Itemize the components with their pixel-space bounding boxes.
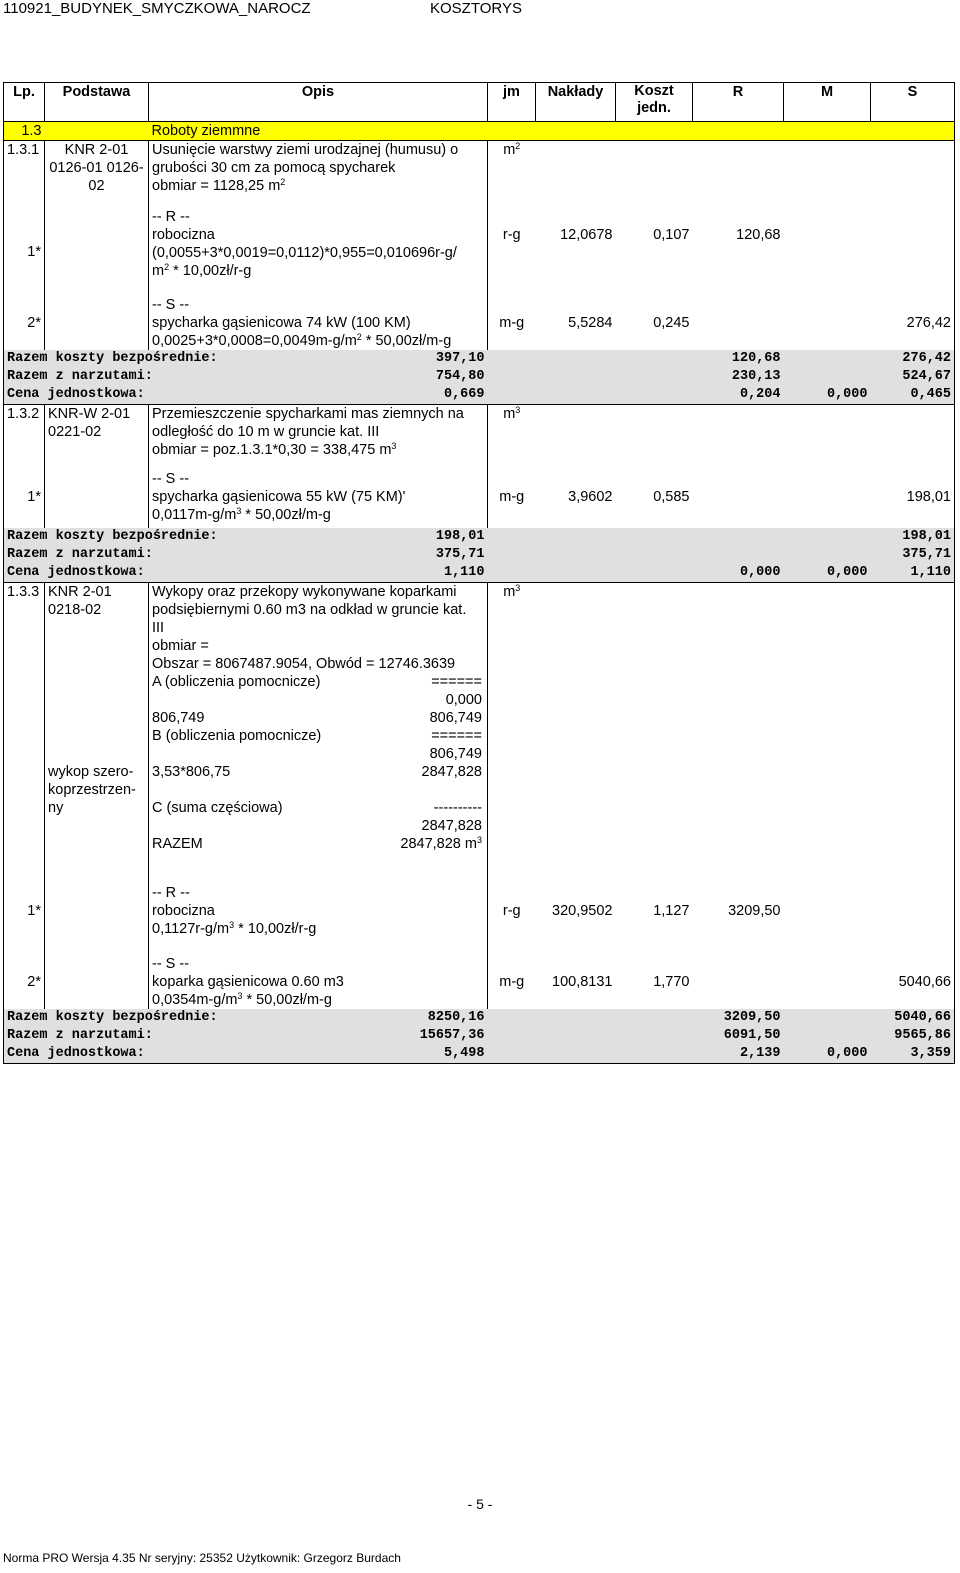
podstawa-line: KNR 2-01	[48, 584, 112, 600]
resource-s: 276,42	[871, 296, 955, 350]
summary-m: 0,000	[784, 1045, 871, 1064]
calc-line	[152, 763, 482, 781]
project-name: 110921_BUDYNEK_SMYCZKOWA_NAROCZ	[3, 0, 311, 17]
summary-r: 6091,50	[693, 1027, 784, 1045]
summary-r: 3209,50	[693, 1009, 784, 1027]
resource-jm: r-g	[488, 884, 536, 955]
summary-label: Razem z narzutami:	[7, 547, 153, 562]
rate-text: * 50,00zł/m-g	[242, 991, 332, 1008]
resource-name: spycharka gąsienicowa 74 kW (100 KM)	[152, 314, 411, 331]
razem-value: 2847,828 m	[400, 836, 477, 852]
resource-name: robocizna	[152, 226, 215, 243]
calc-line	[152, 835, 482, 853]
summary-m: 0,000	[784, 386, 871, 405]
calc-sep: ----------	[433, 800, 482, 816]
summary-m: 0,000	[784, 564, 871, 583]
summary-r: 120,68	[693, 350, 784, 368]
opis-line: Wykopy oraz przekopy wykonywane koparkami	[152, 584, 457, 600]
resource-lp: 1*	[4, 884, 45, 955]
resource-type: -- R --	[152, 884, 190, 901]
summary-m	[784, 528, 871, 546]
resource-jm: m-g	[488, 470, 536, 528]
unit-m: m	[152, 262, 165, 279]
summary-cell	[4, 1045, 488, 1064]
resource-type: -- S --	[152, 471, 190, 487]
position-note: koprzestrzen-	[48, 782, 136, 798]
resource-lp: 2*	[4, 955, 45, 1009]
resource-r: 3209,50	[728, 902, 781, 919]
unit-sup: 2	[164, 261, 170, 272]
kosztorys-table	[3, 82, 955, 1064]
resource-koszt: 0,245	[653, 314, 690, 331]
formula-text: 0,0354m-g/m	[152, 991, 238, 1008]
summary-value: 5,498	[443, 1045, 485, 1061]
resource-formula: (0,0055+3*0,0019=0,0112)*0,955=0,010696r-g/	[152, 244, 457, 261]
summary-s: 1,110	[871, 564, 955, 583]
opis-line: Przemieszczenie spycharkami mas ziemnych na	[152, 405, 464, 422]
summary-r	[693, 528, 784, 546]
col-header-koszt-jedn: Koszt jedn.	[616, 83, 693, 122]
resource-s: 5040,66	[871, 955, 955, 1009]
position-lp: 1.3.1	[4, 141, 45, 208]
calc-sep: ======	[431, 728, 482, 744]
rate-text: * 50,00zł/m-g	[361, 332, 452, 349]
summary-row	[4, 350, 955, 368]
resource-naklady: 5,5284	[568, 314, 613, 331]
position-opis	[149, 404, 488, 470]
summary-r	[693, 546, 784, 564]
obmiar	[152, 177, 484, 195]
col-header-naklady: Nakłady	[536, 83, 616, 122]
rate-text: * 50,00zł/m-g	[241, 507, 331, 523]
summary-r: 2,139	[693, 1045, 784, 1064]
summary-label: Cena jednostkowa:	[7, 565, 145, 580]
resource-formula	[152, 920, 484, 938]
jm-text: m	[503, 142, 516, 158]
page-number: - 5 -	[467, 1496, 493, 1512]
resource-type: -- S --	[152, 955, 190, 972]
resource-formula	[152, 332, 484, 350]
resource-lp: 1*	[4, 208, 45, 296]
resource-desc	[149, 296, 488, 350]
summary-label: Razem z narzutami:	[7, 1027, 153, 1043]
summary-row	[4, 528, 955, 546]
unit-sup: 3	[476, 835, 482, 845]
summary-cell	[4, 350, 488, 368]
summary-label: Razem koszty bezpośrednie:	[7, 1009, 218, 1025]
summary-value: 397,10	[435, 350, 485, 366]
section-row	[4, 122, 955, 141]
summary-m	[784, 1009, 871, 1027]
formula-text: 0,0025+3*0,0008=0,0049m-g/m	[152, 332, 357, 349]
rate-text: * 10,00zł/r-g	[169, 262, 252, 279]
resource-naklady: 320,9502	[552, 902, 613, 919]
summary-cell	[4, 546, 488, 564]
formula-text: 0,1127r-g/m	[152, 920, 230, 937]
summary-row	[4, 1027, 955, 1045]
position-row	[4, 404, 955, 470]
summary-label: Razem koszty bezpośrednie:	[7, 529, 218, 544]
summary-value: 8250,16	[427, 1009, 485, 1025]
calc-line	[152, 709, 482, 727]
summary-cell	[4, 368, 488, 386]
obmiar: obmiar =	[152, 638, 209, 654]
resource-naklady: 100,8131	[552, 973, 613, 990]
podstawa-line: KNR-W 2-01	[48, 405, 131, 422]
summary-cell	[4, 564, 488, 583]
resource-formula	[152, 506, 484, 524]
position-opis	[149, 141, 488, 208]
rate-text: * 10,00zł/r-g	[234, 920, 317, 937]
summary-s: 9565,86	[871, 1027, 955, 1045]
calc-sep: ======	[431, 674, 482, 690]
resource-row	[4, 884, 955, 955]
resource-r: 120,68	[736, 226, 781, 243]
table-header-row	[4, 83, 955, 122]
summary-label: Razem z narzutami:	[7, 368, 153, 384]
summary-s: 375,71	[871, 546, 955, 564]
podstawa-line: 0221-02	[48, 423, 102, 440]
unit-sup: 2	[280, 177, 286, 187]
jm-text: m	[503, 584, 516, 600]
calc-value: 806,749	[429, 710, 482, 726]
calc-label: B (obliczenia pomocnicze)	[152, 728, 322, 744]
resource-jm: m-g	[488, 955, 536, 1009]
resource-koszt: 0,107	[653, 226, 690, 243]
calc-line	[152, 727, 482, 745]
resource-desc	[149, 470, 488, 528]
col-header-jm: jm	[488, 83, 536, 122]
unit-sup: 2	[515, 141, 521, 151]
position-row	[4, 583, 955, 884]
resource-lp: 1*	[4, 470, 45, 528]
unit-sup: 3	[229, 919, 235, 930]
obmiar-text: obmiar = 1128,25 m	[152, 178, 281, 194]
col-header-m: M	[784, 83, 871, 122]
opis-line: III	[152, 620, 165, 636]
summary-s: 5040,66	[871, 1009, 955, 1027]
summary-value: 0,669	[443, 386, 485, 402]
position-row	[4, 141, 955, 208]
section-title: Roboty ziemmne	[149, 122, 955, 141]
resource-name: spycharka gąsienicowa 55 kW (75 KM)'	[152, 489, 406, 505]
calc-label: C (suma częściowa)	[152, 800, 283, 816]
summary-value: 1,110	[443, 565, 485, 580]
summary-row	[4, 1045, 955, 1064]
unit-sup: 2	[356, 331, 362, 342]
summary-r: 0,000	[693, 564, 784, 583]
resource-desc	[149, 955, 488, 1009]
jm-text: m	[503, 405, 516, 422]
summary-row	[4, 564, 955, 583]
summary-s: 524,67	[871, 368, 955, 386]
calc-line	[152, 673, 482, 691]
calc-value: 806,749	[429, 746, 482, 762]
summary-cell	[4, 1009, 488, 1027]
summary-r: 230,13	[693, 368, 784, 386]
position-jm	[488, 404, 536, 470]
summary-m	[784, 1027, 871, 1045]
podstawa-line: 0218-02	[48, 602, 102, 618]
resource-desc	[149, 208, 488, 296]
resource-koszt: 0,585	[653, 489, 690, 505]
resource-name: koparka gąsienicowa 0.60 m3	[152, 973, 344, 990]
obmiar-text: obmiar = poz.1.3.1*0,30 = 338,475 m	[152, 441, 392, 458]
position-podstawa	[45, 583, 149, 884]
razem-label: RAZEM	[152, 836, 203, 852]
summary-r: 0,204	[693, 386, 784, 405]
position-lp: 1.3.2	[4, 404, 45, 470]
summary-s: 3,359	[871, 1045, 955, 1064]
position-lp: 1.3.3	[4, 583, 45, 884]
unit-sup: 3	[236, 506, 242, 516]
position-podstawa	[45, 404, 149, 470]
calc-label: A (obliczenia pomocnicze)	[152, 674, 321, 690]
resource-row	[4, 208, 955, 296]
summary-cell	[4, 1027, 488, 1045]
section-lp: 1.3	[4, 122, 45, 141]
unit-sup: 3	[515, 404, 521, 415]
summary-row	[4, 1009, 955, 1027]
summary-value: 375,71	[435, 547, 485, 562]
resource-row	[4, 296, 955, 350]
summary-label: Razem koszty bezpośrednie:	[7, 350, 218, 366]
resource-row	[4, 955, 955, 1009]
calc-line	[152, 799, 482, 817]
calc-value: 0,000	[445, 692, 482, 708]
col-header-lp: Lp.	[4, 83, 45, 122]
opis-line: podsiębiernymi 0.60 m3 na odkład w gruncie kat.	[152, 602, 467, 618]
obmiar	[152, 441, 484, 459]
resource-koszt: 1,127	[653, 902, 690, 919]
summary-s: 198,01	[871, 528, 955, 546]
resource-type: -- S --	[152, 296, 190, 313]
unit-sup: 3	[237, 990, 243, 1001]
resource-desc	[149, 884, 488, 955]
resource-name: robocizna	[152, 902, 215, 919]
resource-koszt: 1,770	[653, 973, 690, 990]
resource-formula	[152, 262, 484, 280]
summary-m	[784, 368, 871, 386]
formula-text: 0,0117m-g/m	[152, 507, 237, 523]
obszar: Obszar = 8067487.9054, Obwód = 12746.3639	[152, 656, 456, 672]
col-header-r: R	[693, 83, 784, 122]
summary-cell	[4, 528, 488, 546]
summary-m	[784, 350, 871, 368]
resource-jm: r-g	[488, 208, 536, 296]
summary-label: Cena jednostkowa:	[7, 386, 145, 402]
col-header-opis: Opis	[149, 83, 488, 122]
summary-row	[4, 368, 955, 386]
unit-sup: 3	[391, 440, 397, 451]
software-footer: Norma PRO Wersja 4.35 Nr seryjny: 25352 Użytkownik: Grzegorz Burdach	[3, 1551, 401, 1565]
resource-naklady: 12,0678	[560, 226, 613, 243]
resource-lp: 2*	[4, 296, 45, 350]
summary-s: 276,42	[871, 350, 955, 368]
summary-value: 198,01	[435, 529, 485, 544]
unit-sup: 3	[515, 583, 521, 593]
summary-row	[4, 386, 955, 405]
calc-value: 2847,828	[421, 764, 482, 780]
summary-row	[4, 546, 955, 564]
position-jm	[488, 583, 536, 884]
position-note: ny	[48, 800, 64, 816]
col-header-s: S	[871, 83, 955, 122]
calc-value: 2847,828	[421, 818, 482, 834]
position-jm	[488, 141, 536, 208]
resource-row	[4, 470, 955, 528]
opis-line: grubości 30 cm za pomocą spycharek	[152, 160, 396, 176]
opis-line: odległość do 10 m w gruncie kat. III	[152, 423, 380, 440]
position-opis	[149, 583, 488, 884]
resource-formula	[152, 991, 484, 1009]
summary-s: 0,465	[871, 386, 955, 405]
summary-label: Cena jednostkowa:	[7, 1045, 145, 1061]
opis-line: Usunięcie warstwy ziemi urodzajnej (humusu) o	[152, 142, 459, 158]
resource-type: -- R --	[152, 208, 190, 225]
resource-jm: m-g	[488, 296, 536, 350]
document-type: KOSZTORYS	[430, 0, 522, 17]
summary-value: 754,80	[435, 368, 485, 384]
resource-naklady: 3,9602	[568, 489, 613, 505]
position-podstawa: KNR 2-01 0126-01 0126-02	[45, 141, 149, 208]
calc-label: 3,53*806,75	[152, 764, 231, 780]
col-header-podstawa: Podstawa	[45, 83, 149, 122]
resource-s: 198,01	[871, 470, 955, 528]
position-note: wykop szero-	[48, 764, 134, 780]
summary-value: 15657,36	[419, 1027, 485, 1043]
summary-m	[784, 546, 871, 564]
summary-cell	[4, 386, 488, 405]
calc-label: 806,749	[152, 710, 205, 726]
